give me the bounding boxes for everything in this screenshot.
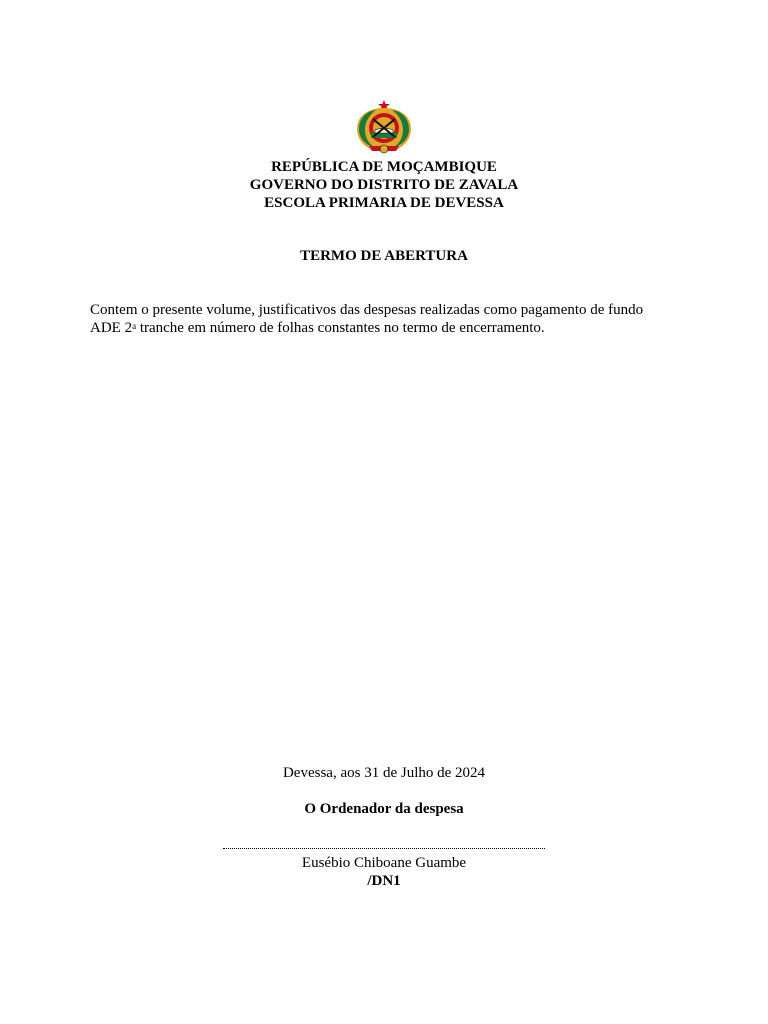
header-block	[0, 158, 768, 212]
body-paragraph	[90, 301, 690, 337]
header-country: REPÚBLICA DE MOÇAMBIQUE	[271, 159, 497, 175]
body-line-2-ordinal: a	[132, 321, 137, 331]
body-line-2	[90, 319, 690, 337]
document-title: TERMO DE ABERTURA	[300, 248, 468, 264]
signature-line	[223, 848, 545, 849]
place-and-date: Devessa, aos 31 de Julho de 2024	[282, 765, 486, 781]
mozambique-coat-of-arms-icon	[349, 99, 419, 155]
body-line-2-suffix: tranche em número de folhas constantes no termo de encerramento.	[136, 320, 545, 336]
header-government: GOVERNO DO DISTRITO DE ZAVALA	[249, 177, 519, 193]
header-school: ESCOLA PRIMARIA DE DEVESSA	[264, 195, 504, 211]
body-line-2-prefix: ADE 2	[90, 320, 133, 336]
signer-name: Eusébio Chiboane Guambe	[301, 855, 467, 871]
body-line-1: Contem o presente volume, justificativos das despesas realizadas como pagamento de fundo	[90, 302, 644, 318]
signer-code: /DN1	[367, 873, 401, 889]
signer-role: O Ordenador da despesa	[304, 801, 464, 817]
